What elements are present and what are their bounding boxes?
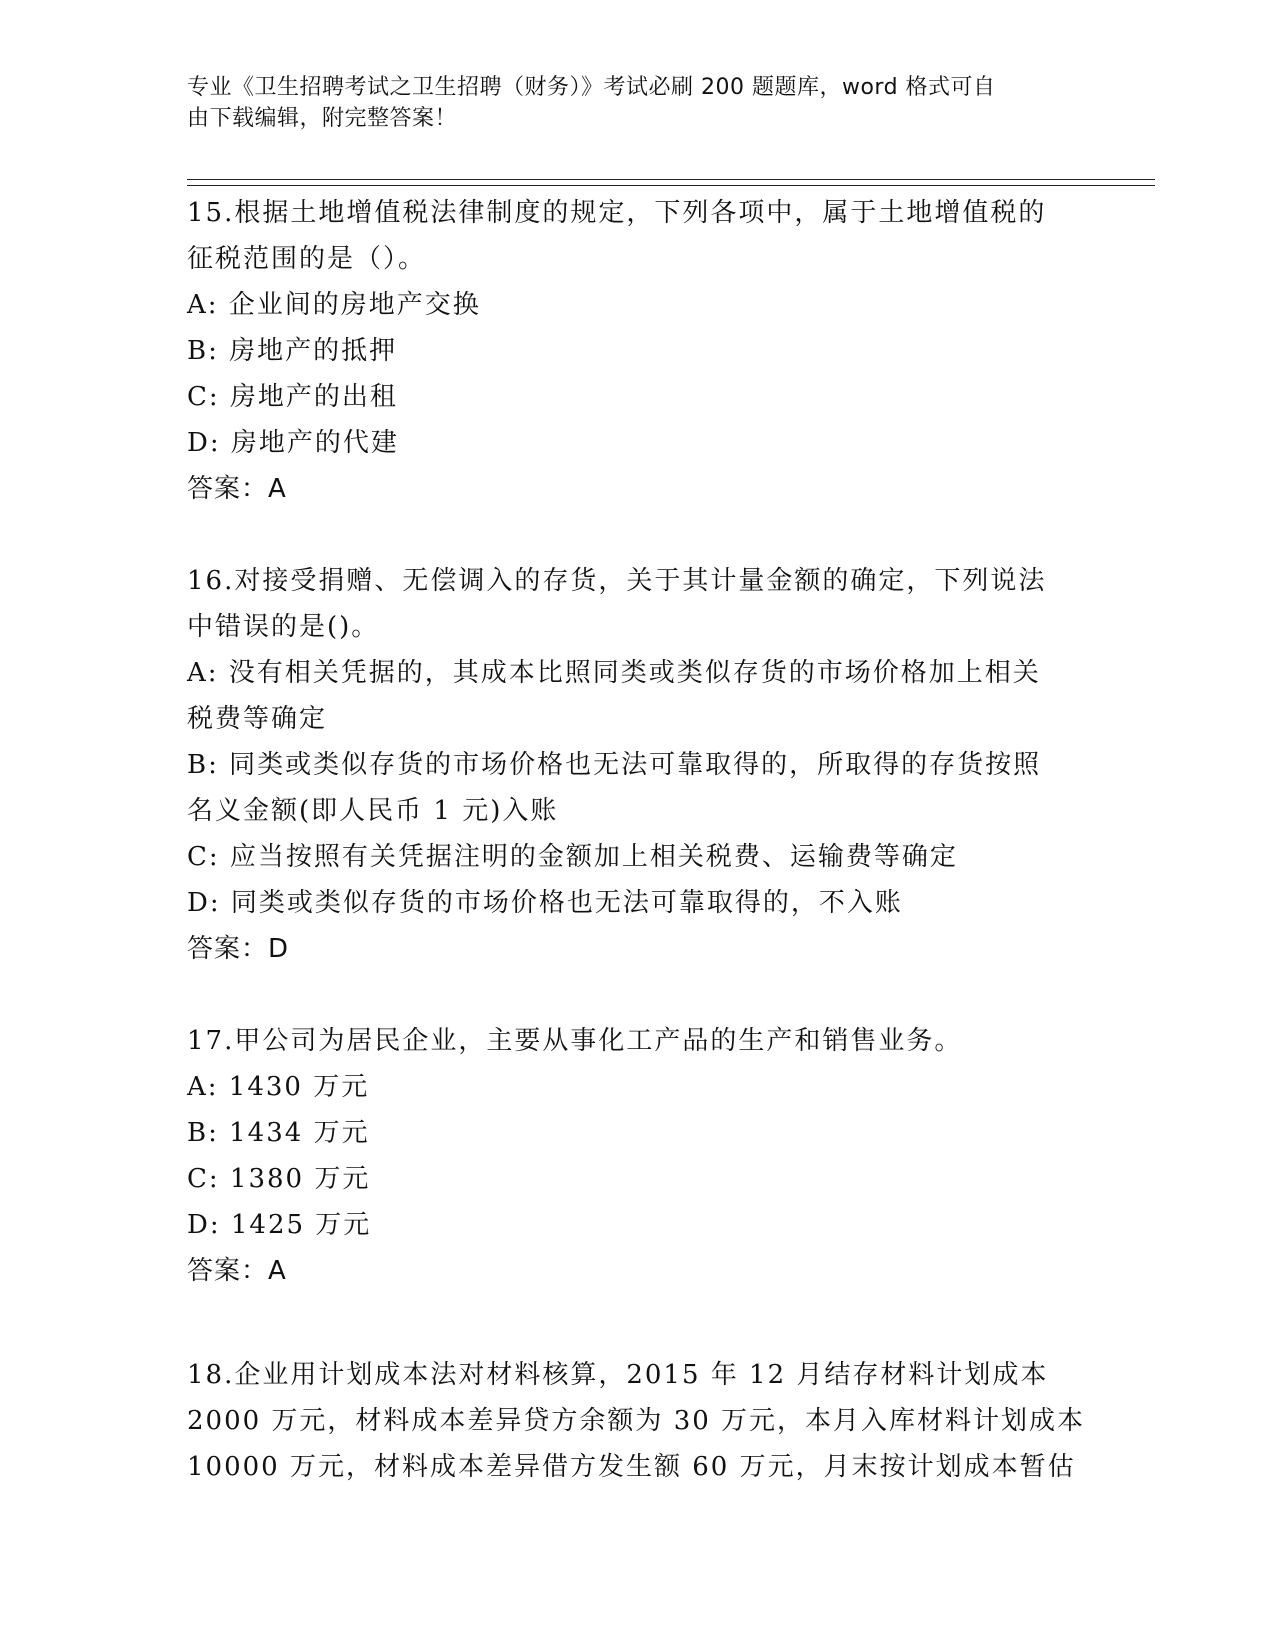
document-header	[187, 72, 1067, 134]
spacer	[187, 1294, 1087, 1352]
header-line: 由下载编辑，附完整答案！	[187, 106, 458, 131]
answer-line: 答案：A	[187, 474, 287, 504]
question-stem: 17.甲公司为居民企业，主要从事化工产品的生产和销售业务。	[187, 1026, 963, 1056]
option-d: D: 同类或类似存货的市场价格也无法可靠取得的，不入账	[187, 888, 903, 918]
question-list	[187, 190, 1087, 1490]
answer-line: 答案：D	[187, 934, 290, 964]
question-stem: 10000 万元，材料成本差异借方发生额 60 万元，月末按计划成本暂估	[187, 1452, 1076, 1482]
option-b-cont: 名义金额(即人民币 1 元)入账	[187, 796, 559, 826]
question-stem: 18.企业用计划成本法对材料核算，2015 年 12 月结存材料计划成本	[187, 1360, 1049, 1390]
question-stem: 2000 万元，材料成本差异贷方余额为 30 万元，本月入库材料计划成本	[187, 1406, 1086, 1436]
option-a: A: 企业间的房地产交换	[187, 290, 481, 320]
option-a-cont: 税费等确定	[187, 704, 328, 734]
option-a: A: 1430 万元	[187, 1072, 370, 1102]
spacer	[187, 512, 1087, 558]
question-block	[187, 558, 1087, 972]
header-divider	[187, 185, 1155, 186]
option-b: B: 房地产的抵押	[187, 336, 398, 366]
question-stem: 征税范围的是（）。	[187, 244, 427, 274]
option-d: D: 房地产的代建	[187, 428, 399, 458]
question-block	[187, 1352, 1087, 1490]
option-c: C: 房地产的出租	[187, 382, 398, 412]
option-c: C: 1380 万元	[187, 1164, 371, 1194]
option-c: C: 应当按照有关凭据注明的金额加上相关税费、运输费等确定	[187, 842, 958, 872]
header-line: 专业《卫生招聘考试之卫生招聘（财务）》考试必刷 200 题题库，word 格式可自	[187, 75, 996, 100]
option-b: B: 1434 万元	[187, 1118, 370, 1148]
header-divider	[187, 179, 1155, 180]
option-d: D: 1425 万元	[187, 1210, 372, 1240]
question-stem: 16.对接受捐赠、无偿调入的存货，关于其计量金额的确定，下列说法	[187, 566, 1047, 596]
question-block	[187, 190, 1087, 512]
question-block	[187, 1018, 1087, 1294]
option-a: A: 没有相关凭据的，其成本比照同类或类似存货的市场价格加上相关	[187, 658, 1041, 688]
question-stem: 中错误的是()。	[187, 612, 380, 642]
question-stem: 15.根据土地增值税法律制度的规定，下列各项中，属于土地增值税的	[187, 198, 1047, 228]
spacer	[187, 972, 1087, 1018]
answer-line: 答案：A	[187, 1256, 287, 1286]
option-b: B: 同类或类似存货的市场价格也无法可靠取得的，所取得的存货按照	[187, 750, 1042, 780]
